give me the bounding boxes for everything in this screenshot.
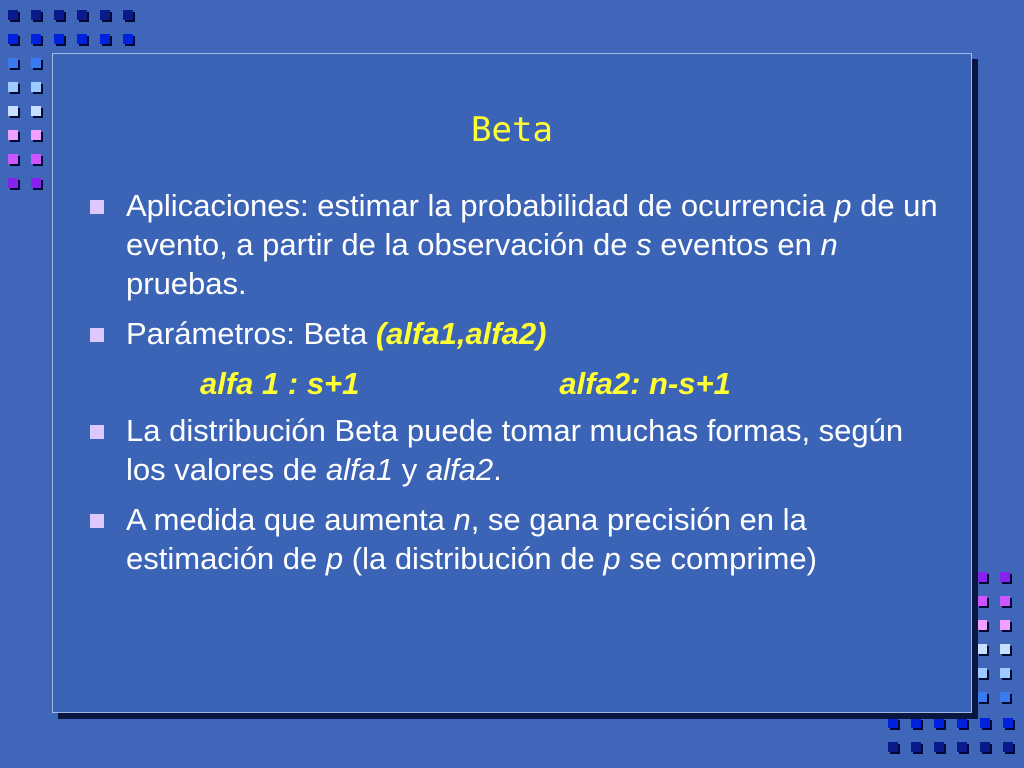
decorative-square: [1003, 718, 1013, 728]
decorative-square: [980, 718, 990, 728]
decorative-square: [977, 596, 987, 606]
decorative-square: [123, 34, 133, 44]
decorative-square: [911, 742, 921, 752]
decorative-square: [934, 718, 944, 728]
bullet-applications: Aplicaciones: estimar la probabilidad de ocurrencia p de un evento, a partir de la observación de s eventos en n pruebas.: [88, 186, 948, 303]
decorative-square: [54, 10, 64, 20]
decorative-square: [31, 58, 41, 68]
decorative-square: [8, 10, 18, 20]
decorative-square: [977, 692, 987, 702]
decorative-square: [1000, 644, 1010, 654]
decorative-square: [934, 742, 944, 752]
decorative-square: [100, 34, 110, 44]
decorative-square: [8, 58, 18, 68]
bullet-marker: [90, 514, 104, 528]
decorative-square: [977, 668, 987, 678]
parameters-formula-line: [88, 364, 948, 403]
decorative-square: [957, 718, 967, 728]
decorative-square: [31, 154, 41, 164]
decorative-square: [888, 742, 898, 752]
decorative-square: [100, 10, 110, 20]
decorative-square: [1000, 692, 1010, 702]
decorative-square: [1000, 596, 1010, 606]
decorative-square: [8, 178, 18, 188]
bullet-marker: [90, 425, 104, 439]
slide-title: Beta: [471, 110, 553, 150]
bullet-shapes: La distribución Beta puede tomar muchas formas, según los valores de alfa1 y alfa2.: [88, 411, 948, 489]
decorative-square: [888, 718, 898, 728]
decorative-square: [54, 34, 64, 44]
alfa1-formula: alfa 1 : s+1: [200, 366, 360, 401]
bullet-marker: [90, 328, 104, 342]
decorative-square: [980, 742, 990, 752]
decorative-square: [1003, 742, 1013, 752]
decorative-square: [8, 154, 18, 164]
decorative-square: [977, 644, 987, 654]
decorative-square: [8, 82, 18, 92]
bullet-marker: [90, 200, 104, 214]
decorative-square: [77, 10, 87, 20]
decorative-square: [1000, 668, 1010, 678]
decorative-square: [1000, 620, 1010, 630]
decorative-square: [123, 10, 133, 20]
decorative-square: [1000, 572, 1010, 582]
alfa2-formula: alfa2: n-s+1: [559, 366, 731, 401]
decorative-square: [31, 82, 41, 92]
decorative-square: [957, 742, 967, 752]
decorative-square: [31, 10, 41, 20]
decorative-square: [77, 34, 87, 44]
bullet-list: [88, 186, 948, 589]
decorative-square: [8, 34, 18, 44]
bullet-parameters: Parámetros: Beta (alfa1,alfa2): [88, 314, 948, 353]
bullet-precision: A medida que aumenta n, se gana precisión en la estimación de p (la distribución de p se comprime): [88, 500, 948, 578]
decorative-square: [977, 572, 987, 582]
decorative-square: [977, 620, 987, 630]
decorative-square: [911, 718, 921, 728]
decorative-square: [31, 178, 41, 188]
decorative-square: [31, 34, 41, 44]
